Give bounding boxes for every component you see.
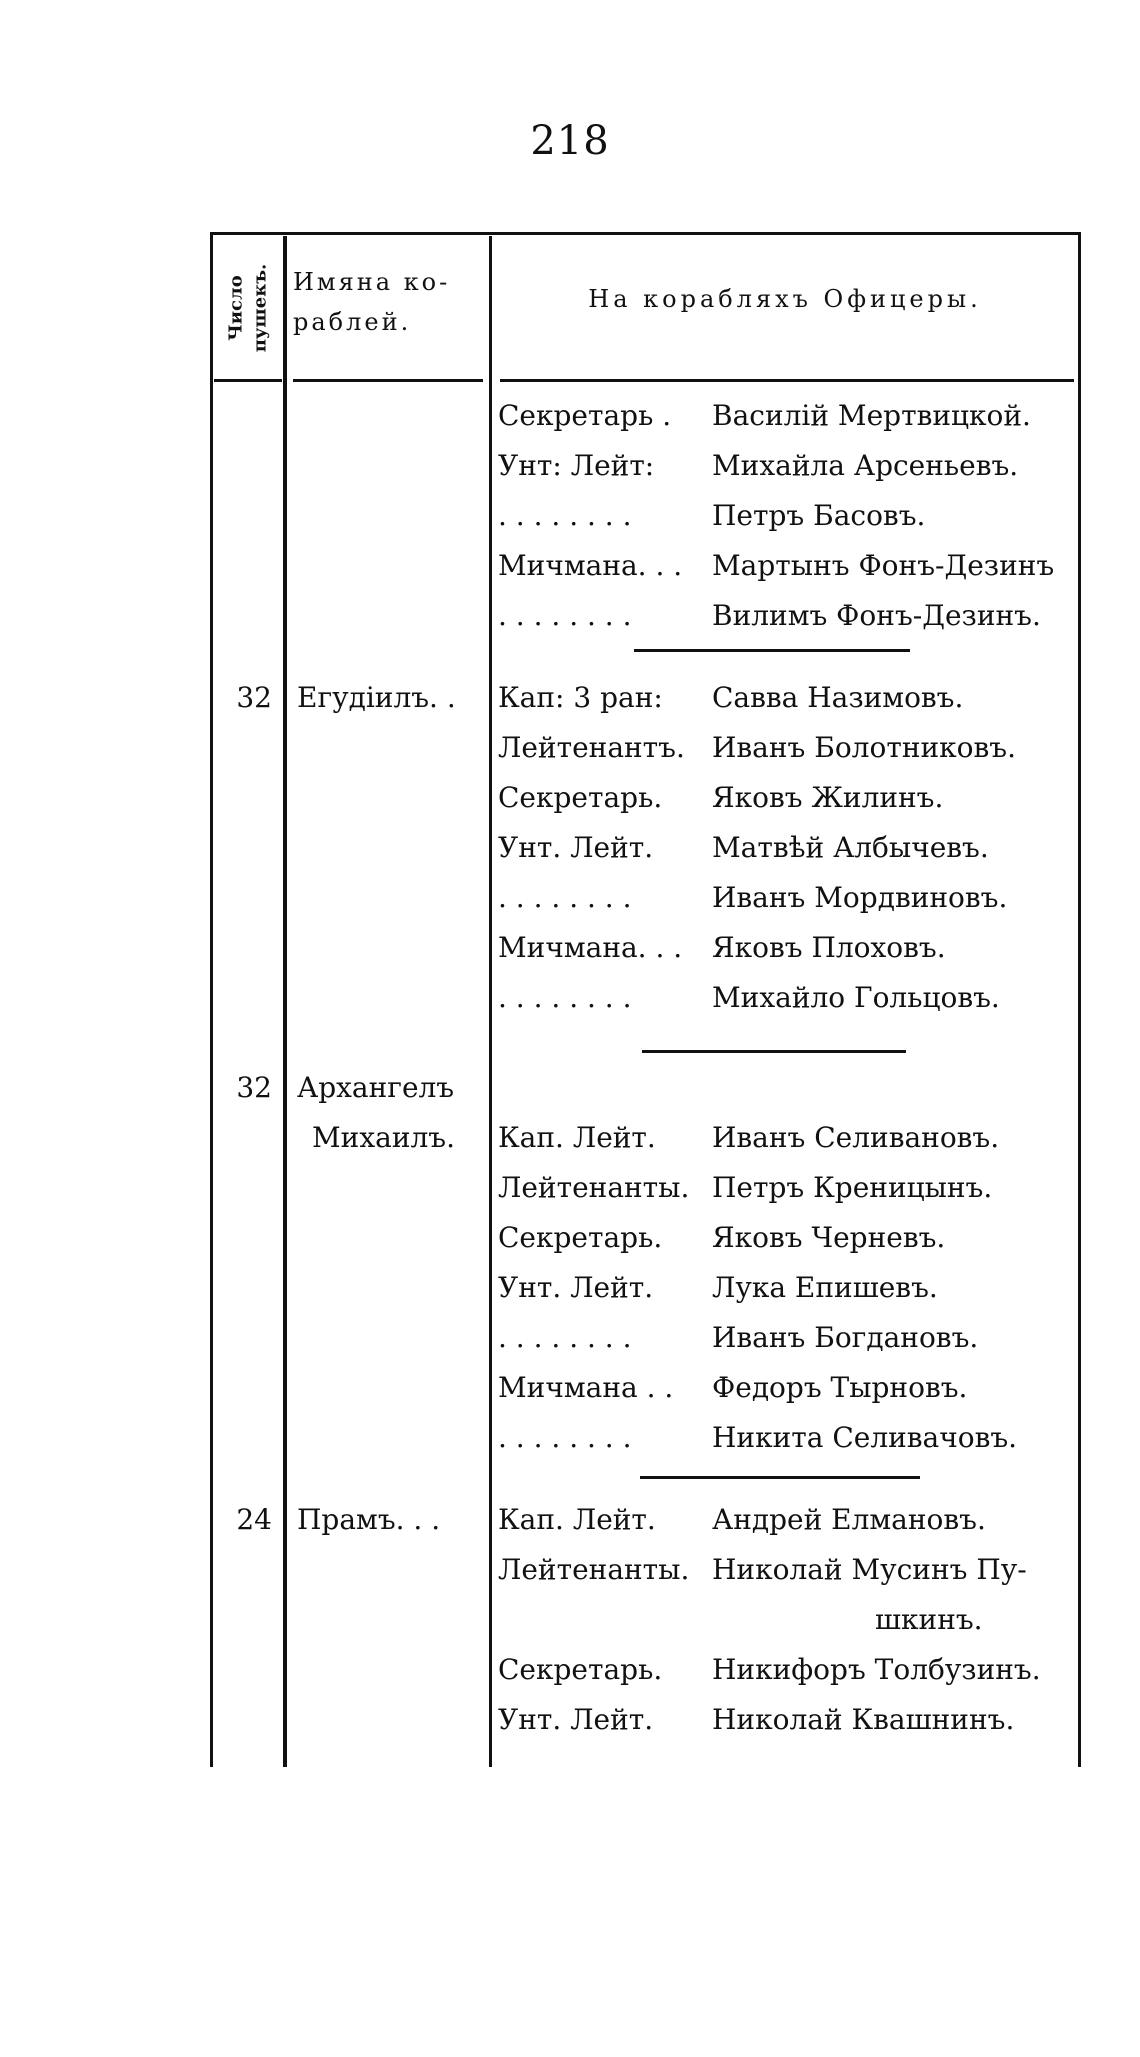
ship-name: Прамъ. . . [297, 1503, 441, 1536]
officer-rank: Унт. Лейт. [498, 1271, 654, 1304]
table-row [0, 1647, 1140, 1697]
header-rule-guns [214, 379, 282, 382]
table-row [0, 1547, 1140, 1597]
table-top-rule [210, 232, 1080, 235]
officer-name: Мартынъ Фонъ-Дезинъ [712, 549, 1055, 582]
officer-name: Иванъ Мордвиновъ. [712, 881, 1008, 914]
ship-name: Архангелъ [297, 1071, 455, 1104]
table-row [0, 725, 1140, 775]
officer-name: Иванъ Болотниковъ. [712, 731, 1016, 764]
officer-rank: . . . . . . . . [498, 1321, 632, 1354]
table-row [0, 1365, 1140, 1415]
table-row [0, 1165, 1140, 1215]
officer-name: Иванъ Богдановъ. [712, 1321, 979, 1354]
officer-name: Никифоръ Толбузинъ. [712, 1653, 1041, 1686]
officer-name: Яковъ Плоховъ. [712, 931, 946, 964]
officer-name: Матвѣй Албычевъ. [712, 831, 989, 864]
ship-name: Егудіилъ. . [297, 681, 456, 714]
officer-rank: Унт. Лейт. [498, 1703, 654, 1736]
table-row [0, 1597, 1140, 1647]
officer-name: Михайло Гольцовъ. [712, 981, 1000, 1014]
officer-rank: Мичмана . . [498, 1371, 674, 1404]
officer-name: Петръ Креницынъ. [712, 1171, 993, 1204]
officer-name: Федоръ Тырновъ. [712, 1371, 968, 1404]
officer-name: Николай Мусинъ Пу- [712, 1553, 1027, 1586]
officer-name: Никита Селивачовъ. [712, 1421, 1018, 1454]
table-row [0, 875, 1140, 925]
table-row [0, 543, 1140, 593]
column-header-guns [216, 246, 280, 370]
column-header-guns-label: Число пушекъ. [225, 263, 271, 353]
gun-count: 32 [236, 681, 272, 714]
section-divider [642, 1050, 906, 1053]
officer-rank: . . . . . . . . [498, 1421, 632, 1454]
officer-rank: Секретарь. [498, 1221, 663, 1254]
table-row [0, 1115, 1140, 1165]
table-row [0, 1315, 1140, 1365]
table-row [0, 1697, 1140, 1747]
officer-name: Николай Квашнинъ. [712, 1703, 1015, 1736]
table-row [0, 1215, 1140, 1265]
officer-name: Михайла Арсеньевъ. [712, 449, 1019, 482]
officer-name: Яковъ Жилинъ. [712, 781, 944, 814]
officer-rank: . . . . . . . . [498, 599, 632, 632]
officer-name: Петръ Басовъ. [712, 499, 926, 532]
section-divider [634, 649, 910, 652]
table-row [0, 1497, 1140, 1547]
officer-name: Яковъ Черневъ. [712, 1221, 946, 1254]
table-row [0, 1265, 1140, 1315]
officer-name-continuation: шкинъ. [875, 1603, 983, 1636]
officer-rank: Секретарь. [498, 1653, 663, 1686]
table-row [0, 675, 1140, 725]
table-row [0, 825, 1140, 875]
officer-rank: Секретарь. [498, 781, 663, 814]
ship-name-line2: Михаилъ. [312, 1121, 455, 1154]
table-row [0, 975, 1140, 1025]
officer-rank: . . . . . . . . [498, 981, 632, 1014]
table-row [0, 1415, 1140, 1465]
header-rule-ships [293, 379, 483, 382]
header-rule-officers [500, 379, 1074, 382]
officer-rank: Лейтенанты. [498, 1553, 690, 1586]
table-row [0, 493, 1140, 543]
officer-rank: Секретарь . [498, 399, 672, 432]
page-number: 218 [530, 118, 610, 164]
table-row [0, 443, 1140, 493]
officer-rank: Лейтенантъ. [498, 731, 685, 764]
officer-name: Иванъ Селивановъ. [712, 1121, 1000, 1154]
officer-rank: Кап: 3 ран: [498, 681, 663, 714]
table-row [0, 925, 1140, 975]
officer-rank: Кап. Лейт. [498, 1503, 656, 1536]
column-header-officers: На корабляхъ Офицеры. [588, 285, 982, 313]
officer-rank: Мичмана. . . [498, 931, 683, 964]
officer-rank: Унт. Лейт. [498, 831, 654, 864]
table-row [0, 393, 1140, 443]
officer-rank: Лейтенанты. [498, 1171, 690, 1204]
officer-rank: Кап. Лейт. [498, 1121, 656, 1154]
officer-name: Вилимъ Фонъ-Дезинъ. [712, 599, 1041, 632]
officer-rank: . . . . . . . . [498, 881, 632, 914]
officer-rank: Унт: Лейт: [498, 449, 655, 482]
table-row [0, 775, 1140, 825]
section-divider [640, 1476, 920, 1479]
officer-name: Лука Епишевъ. [712, 1271, 938, 1304]
gun-count: 32 [236, 1071, 272, 1104]
officer-rank: . . . . . . . . [498, 499, 632, 532]
table-row [0, 593, 1140, 643]
officer-rank: Мичмана. . . [498, 549, 683, 582]
officer-name: Андрей Елмановъ. [712, 1503, 986, 1536]
column-header-ships: Имяна ко- раблей. [293, 268, 451, 336]
table-row [0, 1065, 1140, 1115]
officer-name: Савва Назимовъ. [712, 681, 964, 714]
gun-count: 24 [236, 1503, 272, 1536]
officer-name: Василій Мертвицкой. [712, 399, 1031, 432]
